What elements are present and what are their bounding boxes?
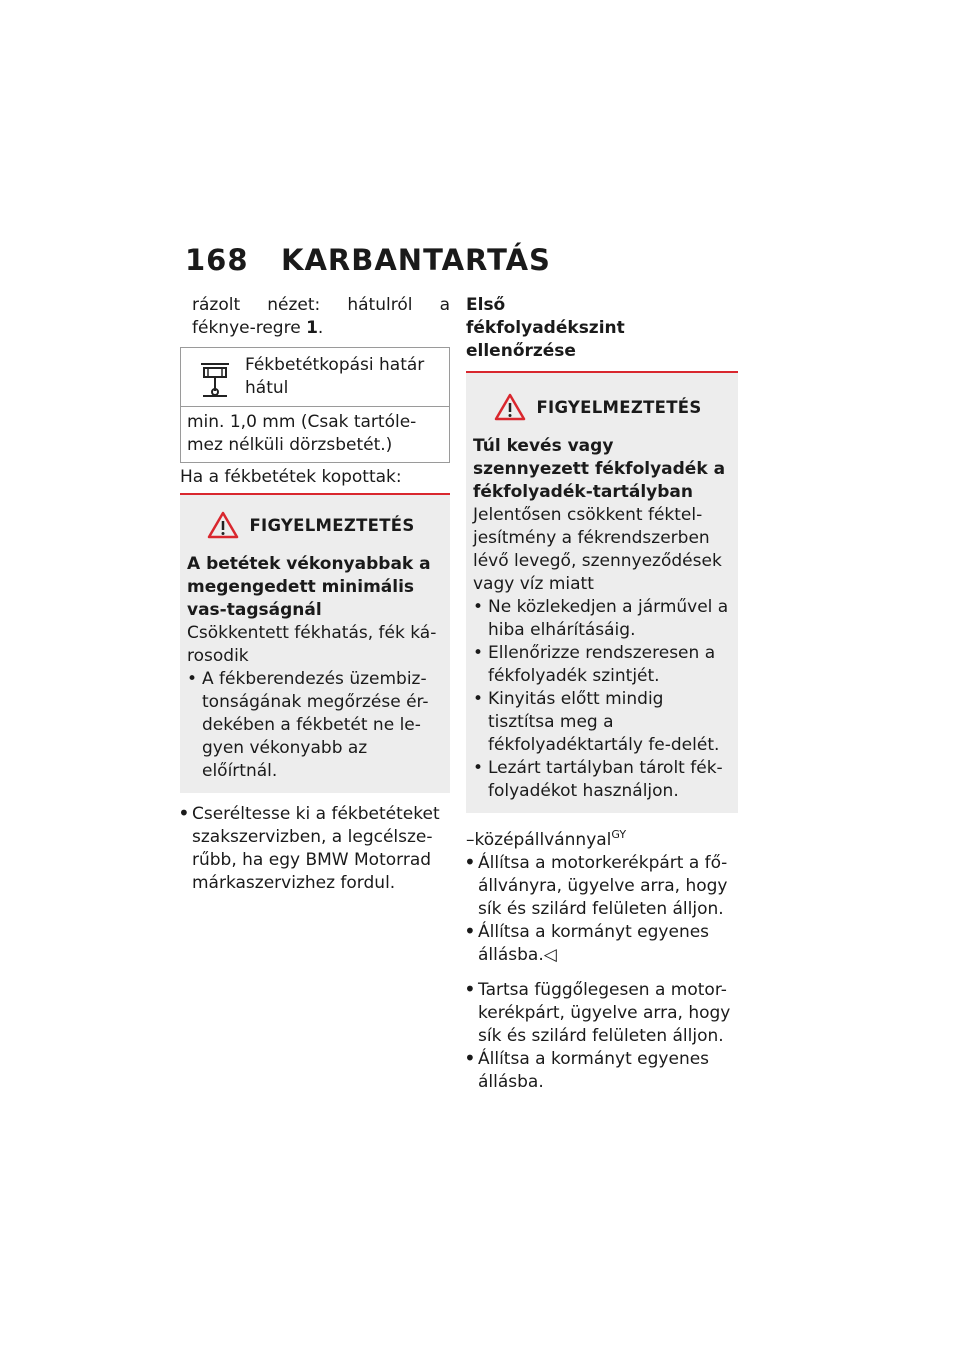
list-item: • Tartsa függőlegesen a motor-kerékpárt, ügyelve arra, hogy sík és szilárd felületen álljon.: [466, 979, 738, 1048]
step-list: [466, 852, 738, 967]
spec-value: min. 1,0 mm (Csak tartóle-mez nélküli dörzsbetét.): [187, 412, 417, 455]
warning-heading: A betétek vékonyabbak a megengedett minimális vas-tagságnál: [187, 554, 431, 620]
list-item: • Állítsa a kormányt egyenes állásba.: [466, 1048, 738, 1094]
left-column: [180, 294, 450, 895]
warning-consequence: Csökkentett fékhatás, fék ká-rosodik: [187, 623, 437, 666]
list-item: • Állítsa a motorkerékpárt a fő-állványra, ügyelve arra, hogy sík és szilárd felületen álljon.: [466, 852, 738, 921]
warning-heading: Túl kevés vagy szennyezett fékfolyadék a fékfolyadék-tartályban: [473, 436, 726, 502]
list-item: • Állítsa a kormányt egyenes állásba.◁: [466, 921, 738, 967]
page-header: [185, 243, 551, 281]
chapter-title: KARBANTARTÁS: [281, 243, 551, 277]
spec-header: [181, 348, 449, 407]
warning-triangle-icon: [207, 511, 239, 539]
intro-reference: 1: [306, 318, 318, 338]
warning-title: FIGYELMEZTETÉS: [536, 397, 702, 417]
warning-list: [473, 596, 731, 803]
page-number: 168: [185, 243, 249, 277]
intro-text: rázolt nézet: hátulról a féknye-regre 1.: [192, 295, 450, 338]
section-title: Első fékfolyadékszint ellenőrzése: [466, 295, 625, 361]
step-list: [466, 979, 738, 1094]
right-column: [466, 294, 738, 1094]
list-item: • Ne közlekedjen a járművel a hiba elhárításáig.: [473, 596, 731, 642]
list-item: • Lezárt tartályban tárolt fék-folyadékot használjon.: [473, 757, 731, 803]
warning-triangle-icon: [494, 393, 526, 421]
warning-box: [180, 495, 450, 793]
list-item: • Kinyitás előtt mindig tisztítsa meg a fékfolyadéktartály fe-delét.: [473, 688, 731, 757]
warning-list: [187, 668, 443, 783]
variant-label: –középállvánnyal$^{GY}$: [466, 828, 627, 850]
list-item: • Ellenőrizze rendszeresen a fékfolyadék szintjét.: [473, 642, 731, 688]
step-list: [180, 803, 450, 895]
condition-text: Ha a fékbetétek kopottak:: [180, 467, 402, 487]
list-item: • A fékberendezés üzembiz-tonságának megőrzése ér-dekében a fékbetét ne le-gyen vékonyabb az előírtnál.: [187, 668, 443, 783]
warning-header: [465, 393, 731, 421]
spec-title: Fékbetétkopási határ hátul: [245, 355, 425, 398]
list-item: • Cseréltesse ki a fékbetéteket szakszervizben, a legcélsze-rűbb, ha egy BMW Motorrad márkaszervizhez fordul.: [180, 803, 450, 895]
warning-consequence: Jelentősen csökkent féktel-jesítmény a fékrendszerben lévő levegő, szennyeződések vagy víz miatt: [473, 505, 722, 594]
warning-header: [179, 511, 443, 539]
warning-title: FIGYELMEZTETÉS: [249, 515, 415, 535]
spec-table: [180, 347, 450, 463]
brake-pad-wear-icon: [195, 358, 235, 398]
warning-box: [466, 373, 738, 813]
variant-code: GY: [611, 828, 627, 841]
